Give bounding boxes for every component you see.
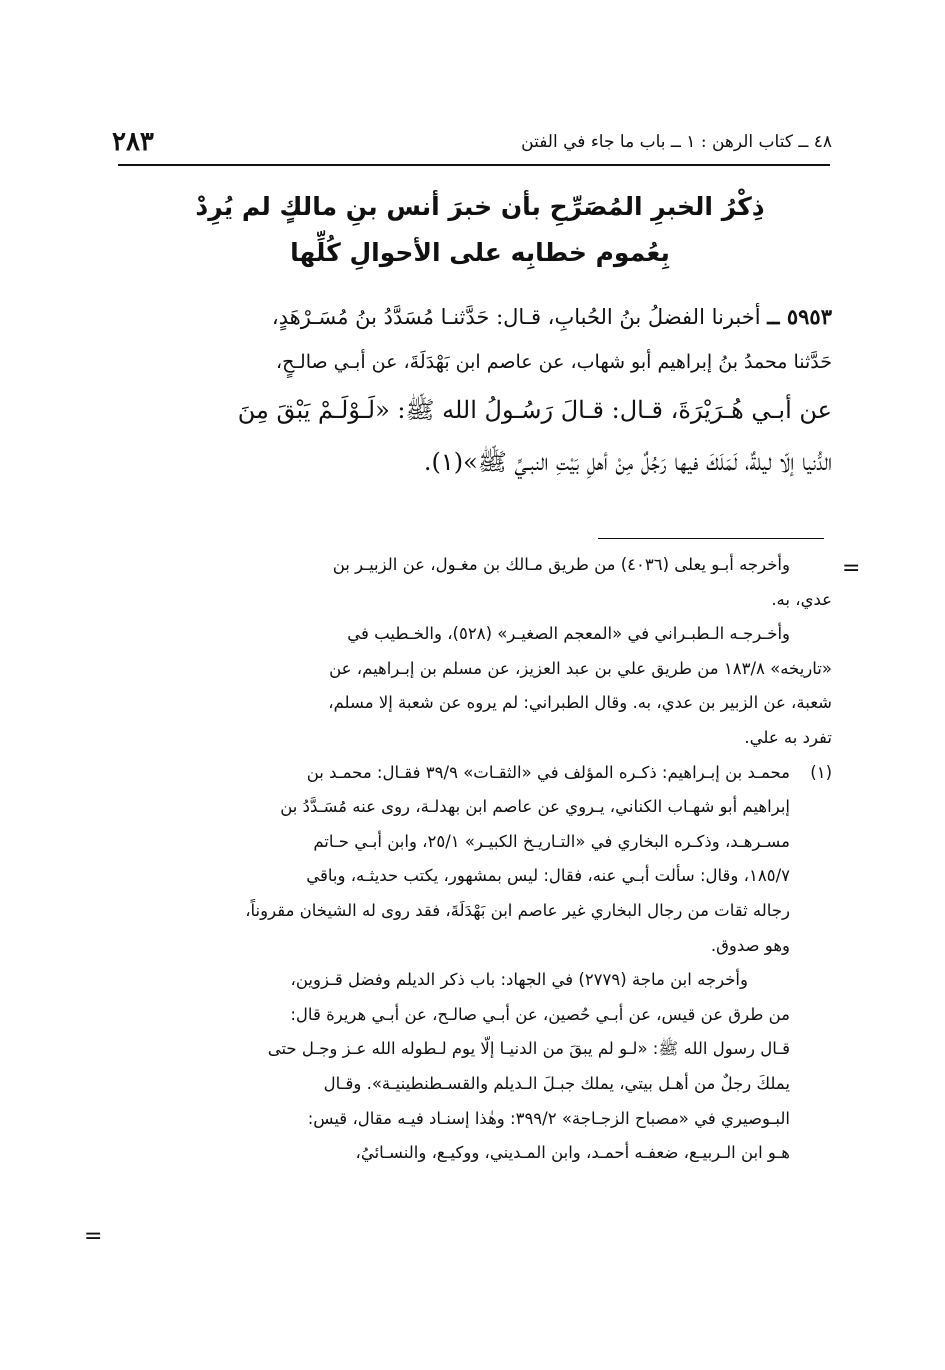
footnote-line: وأخرجه أبـو يعلى (٤٠٣٦) من طريق مـالك بن مغـول، عن الزبيـر بن <box>332 555 790 574</box>
hadith-text <box>126 294 832 488</box>
footnote-line: عدي، به. <box>771 589 832 609</box>
footnote-line: هـو ابن الـربيـع، ضعفـه أحمـد، وابن المـديني، ووكيـع، والنسـائيُ، <box>355 1143 790 1163</box>
footnote-line: وهو صدوق. <box>710 935 790 955</box>
footnote-line: مسـرهـد، وذكـره البخاري في «التـاريـخ الكبيـر» ٢٥/١، وابن أبـي حـاتم <box>313 831 790 851</box>
hadith-line-1 <box>126 294 832 340</box>
hadith-number: ٥٩٥٣ ــ <box>767 304 832 329</box>
page-number: ٢٨٣ <box>112 127 154 157</box>
footnote-line: البـوصيري في «مصباح الزجـاجة» ٣٩٩/٢: وهٰذا إسنـاد فيـه مقال، قيس: <box>307 1108 790 1128</box>
footnote-line: يملكَ رجلٌ من أهـل بيتي، يملك جبـلَ الـديلم والقسـطنطينيـة». وقـال <box>323 1073 790 1093</box>
footnote-line: قـال رسول الله ﷺ: «لـو لم يبقَ من الدنيـا إلّا يوم لـطوله الله عـز وجـل حتى <box>267 1039 790 1059</box>
footnote-line: وأخرجه ابن ماجة (٢٧٧٩) في الجهاد: باب ذكر الديلم وفضل قـزوين، <box>290 970 748 990</box>
footnote-marker: (١) <box>810 762 832 782</box>
footnote-line: تفرد به علي. <box>744 727 832 747</box>
hadith-line-2: حَدَّثنا محمدُ بنُ إبراهيم أبو شهاب، عن عاصم ابن بَهْدَلَةَ، عن أبـي صالـحٍ، <box>275 351 832 373</box>
footnotes <box>122 548 832 1171</box>
hadith-line-3: عن أبـي هُـرَيْرَةَ، قـال: قـالَ رَسُـولُ الله ﷺ: «لَـوْلَـمْ يَبْقَ مِنَ <box>237 396 832 424</box>
footnote-rule <box>598 538 824 539</box>
continuation-marker-top: = <box>842 556 861 581</box>
footnote-line: رجاله ثقات من رجال البخاري غير عاصم ابن بَهْدَلَةَ، فقد روى له الشيخان مقروناً، <box>245 900 790 920</box>
footnote-line: إبراهيم أبو شهـاب الكناني، يـروي عن عاصم ابن بهدلـة، روى عنه مُسَـدَّدُ بن <box>280 797 790 817</box>
page-header <box>112 120 832 164</box>
section-title-line-1: ذِكْرُ الخبرِ المُصَرِّحِ بأن خبرَ أنس بنِ مالكٍ لم يُرِدْ <box>195 192 765 221</box>
footnote-line <box>122 756 832 791</box>
header-rule <box>118 164 830 166</box>
section-title-line-2: بِعُموم خطابِه على الأحوالِ كُلِّها <box>290 238 670 267</box>
footnote-line: «تاريخه» ١٨٣/٨ من طريق علي بن عبد العزيز، عن مسلم بن إبـراهيم، عن <box>329 658 832 678</box>
footnote-line: شعبة، عن الزبير بن عدي، به. وقال الطبراني: لم يروه عن شعبة إلا مسلم، <box>328 693 832 713</box>
hadith-line-1-text: أخبرنا الفضلُ بنُ الحُبابِ، قـال: حَدَّثنـا مُسَدَّدُ بنُ مُسَـرْهَدٍ، <box>271 305 761 329</box>
footnote-line: من طرق عن قيس، عن أبـي حُصين، عن أبـي صالـح، عن أبـي هريرة قال: <box>290 1004 790 1024</box>
running-title: ٤٨ ــ كتاب الرهن : ١ ــ باب ما جاء في الفتن <box>521 132 832 152</box>
footnote-line: وأخـرجـه الـطبـراني في «المعجم الصغيـر» (٥٢٨)، والخـطيب في <box>347 624 790 644</box>
hadith-line-4: الدُّنيا إلّا ليلةٌ، لَمَلَكَ فيها رَجُلٌ مِنْ أهلِ بَيْتِ النبـيِّ ﷺ»(١). <box>423 448 832 476</box>
footnote-line-text: محمـد بن إبـراهيم: ذكـره المؤلف في «الثقـات» ٣٩/٩ فقـال: محمـد بن <box>306 762 790 782</box>
footnote-line: ١٨٥/٧، وقال: سألت أبـي عنه، فقال: ليس بمشهور، يكتب حديثـه، وباقي <box>306 866 790 886</box>
continuation-marker-bottom: = <box>84 1224 103 1249</box>
